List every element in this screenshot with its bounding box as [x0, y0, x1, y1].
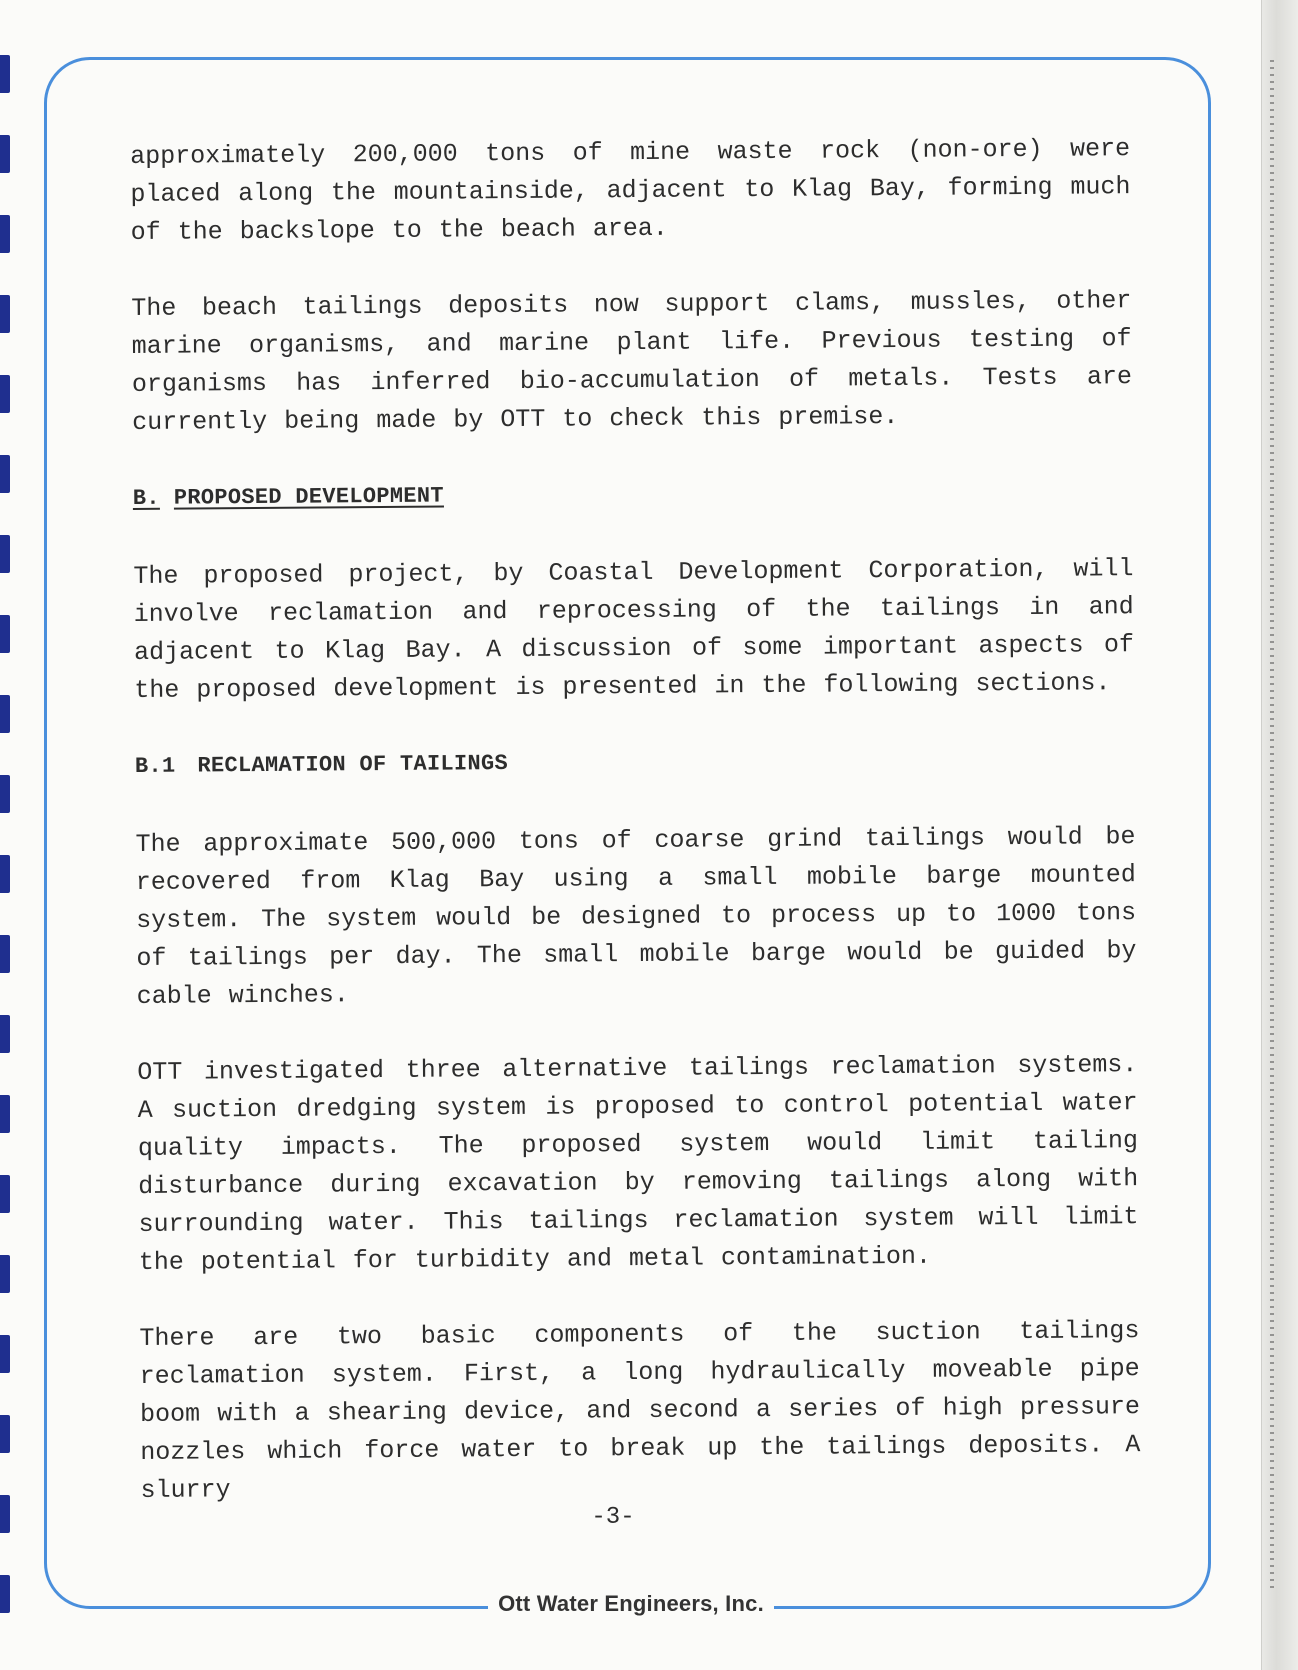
binding-hole: [0, 1095, 10, 1133]
binding-hole: [0, 455, 10, 493]
subsection-title: RECLAMATION OF TAILINGS: [197, 751, 509, 779]
section-title: PROPOSED DEVELOPMENT: [173, 483, 444, 511]
binding-hole: [0, 615, 10, 653]
paragraph-waste-rock: approximately 200,000 tons of mine waste rock (non-ore) were placed along the mountainside, adjacent to Klag Bay, forming much of the backslope to the beach area.: [130, 134, 1131, 247]
binding-hole: [0, 535, 10, 573]
binding-hole: [0, 1175, 10, 1213]
page-number: -3-: [591, 1504, 635, 1531]
page-stack-edge: [1261, 0, 1298, 1670]
footer: [0, 1591, 1262, 1617]
binding-hole: [0, 775, 10, 813]
paragraph-proposed-project: The proposed project, by Coastal Development Corporation, will involve reclamation and reprocessing of the tailings in and adjacent to Klag Bay. A discussion of some important aspects of the proposed development is presented in the following sections.: [133, 554, 1135, 705]
paragraph-system-components: There are two basic components of the suction tailings reclamation system. First, a long hydraulically moveable pipe boom with a shearing device, and second a series of high pressure nozzles which force water to break up the tailings deposits. A slurry: [139, 1316, 1141, 1505]
binding-hole: [0, 1015, 10, 1053]
page-body: [130, 130, 1141, 1548]
paragraph-suction-dredging: OTT investigated three alternative tailings reclamation systems. A suction dredging system is proposed to control potential water quality impacts. The proposed system would limit tailing disturbance during excavation by removing tailings along with surrounding water. This tailings reclamation system will limit the potential for turbidity and metal contamination.: [137, 1050, 1139, 1277]
binding-hole: [0, 55, 10, 93]
section-number: B.: [132, 485, 160, 511]
binding-hole: [0, 295, 10, 333]
binding-hole: [0, 1335, 10, 1373]
binding-hole: [0, 935, 10, 973]
page-edge-texture: [1270, 60, 1274, 1590]
section-heading-proposed-development: [133, 472, 1133, 518]
binding-hole: [0, 135, 10, 173]
subsection-number: B.1: [134, 753, 176, 779]
company-name: Ott Water Engineers, Inc.: [488, 1591, 774, 1617]
binding-hole: [0, 855, 10, 893]
binding-hole: [0, 215, 10, 253]
binding-hole: [0, 375, 10, 413]
paragraph-coarse-grind: The approximate 500,000 tons of coarse grind tailings would be recovered from Klag Bay using a small mobile barge mounted system. The system would be designed to process up to 1000 tons of tailings per day. The small mobile barge would be guided by cable winches.: [135, 822, 1137, 1011]
binding-hole: [0, 1415, 10, 1453]
paragraph-beach-tailings: The beach tailings deposits now support clams, mussles, other marine organisms, and marine plant life. Previous testing of organisms has inferred bio-accumulation of metals. Tests are currently being made by OTT to check this premise.: [131, 286, 1133, 437]
spiral-binding: [0, 55, 14, 1615]
binding-hole: [0, 1255, 10, 1293]
subsection-heading-reclamation-of-tailings: [135, 740, 1135, 786]
binding-hole: [0, 695, 10, 733]
